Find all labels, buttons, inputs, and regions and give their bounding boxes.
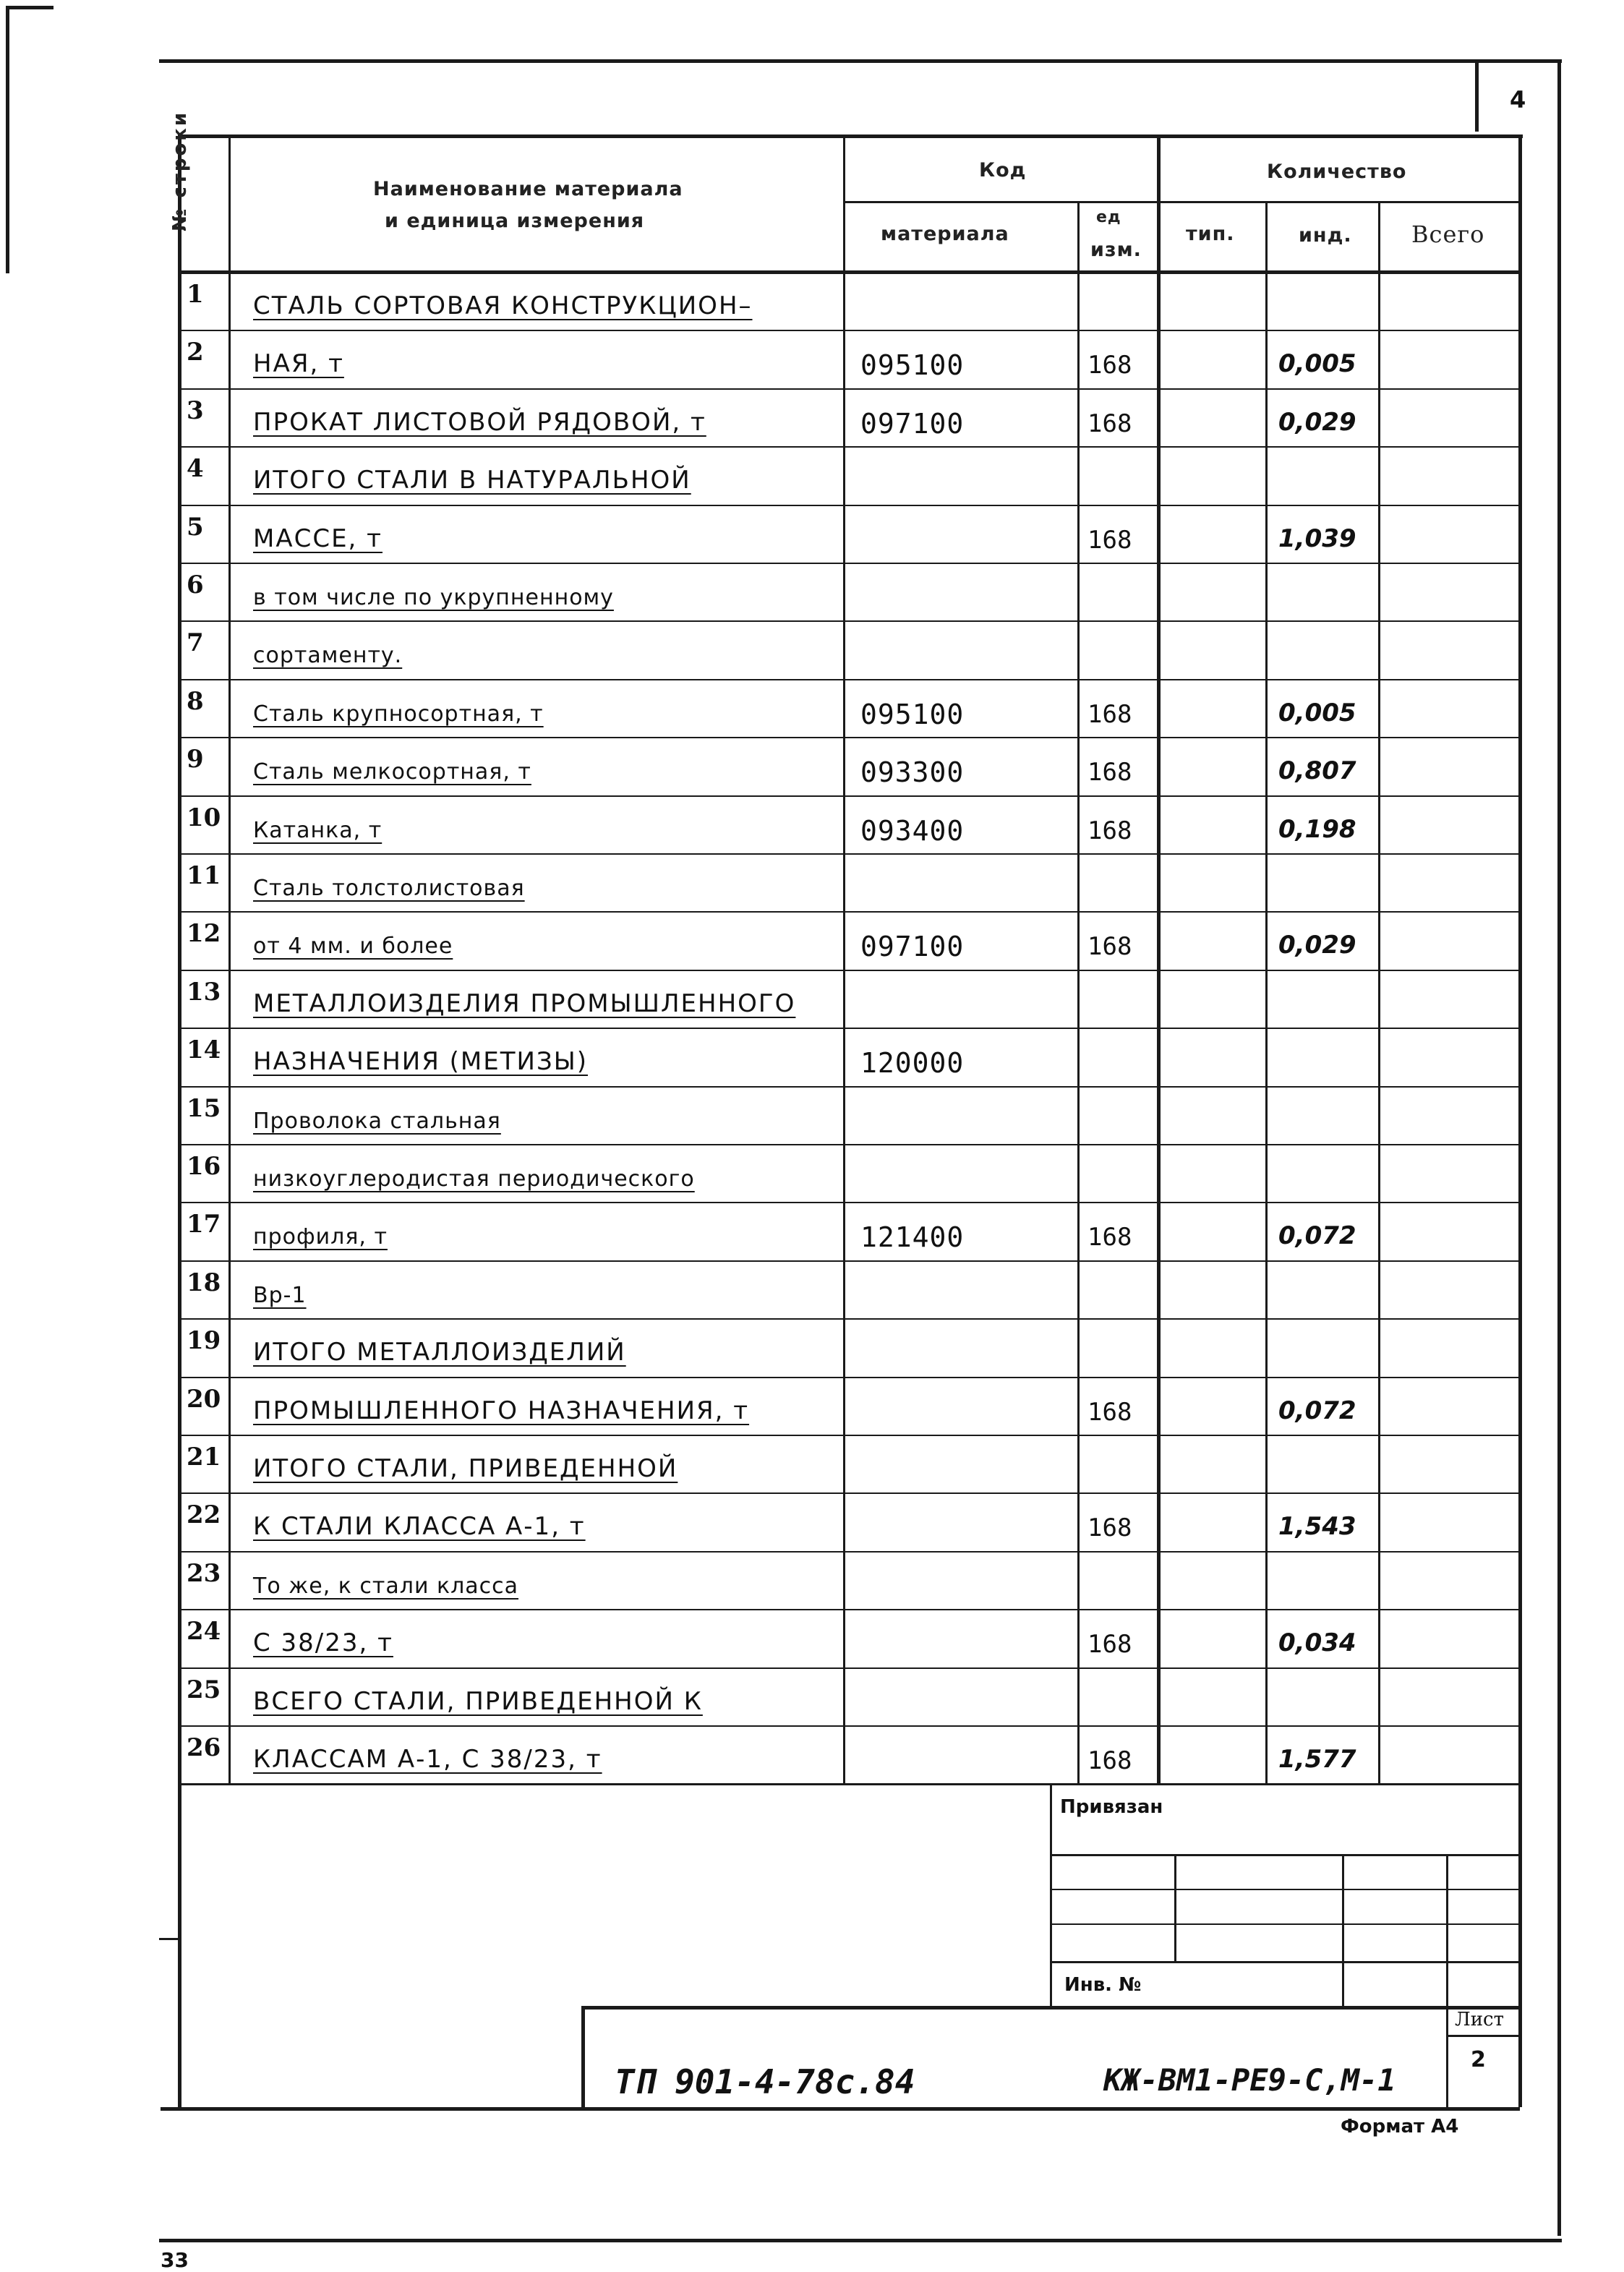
material-name: сортаменту. — [253, 643, 403, 669]
material-name: профиля, т — [253, 1224, 388, 1250]
material-name: Сталь толстолистовая — [253, 876, 525, 901]
material-name: НАЗНАЧЕНИЯ (МЕТИЗЫ) — [253, 1047, 589, 1077]
material-code: 097100 — [860, 407, 965, 440]
table-row — [0, 1725, 1624, 1783]
material-name: от 4 мм. и более — [253, 934, 453, 960]
table-row — [0, 1377, 1624, 1435]
row-number: 8 — [187, 686, 204, 716]
quantity-ind: 1,543 — [1278, 1512, 1356, 1542]
row-number: 7 — [187, 628, 204, 658]
header-code-unit-line2: изм. — [1090, 239, 1142, 261]
table-row — [0, 1492, 1624, 1550]
header-quantity: Количество — [1267, 161, 1407, 183]
table-row — [0, 1260, 1624, 1318]
quantity-ind: 0,029 — [1278, 931, 1356, 960]
table-row — [0, 1435, 1624, 1492]
header-code-material: материала — [881, 223, 1009, 245]
unit-code: 168 — [1087, 699, 1132, 729]
material-name: Проволока стальная — [253, 1108, 501, 1134]
material-name: СТАЛЬ СОРТОВАЯ КОНСТРУКЦИОН– — [253, 291, 753, 320]
header-code: Код — [979, 159, 1027, 181]
header-row-number: № строки — [169, 110, 191, 231]
table-row — [0, 679, 1624, 737]
row-number: 11 — [187, 861, 221, 890]
row-number: 17 — [187, 1210, 221, 1239]
material-name: ИТОГО СТАЛИ В НАТУРАЛЬНОЙ — [253, 466, 691, 495]
material-name: НАЯ, т — [253, 349, 344, 379]
row-number: 19 — [187, 1326, 221, 1356]
row-number: 15 — [187, 1093, 221, 1123]
table-row — [0, 272, 1624, 330]
material-name: в том числе по укрупненному — [253, 585, 614, 610]
table-row — [0, 1086, 1624, 1144]
material-code: 093400 — [860, 814, 965, 847]
material-name: ПРОМЫШЛЕННОГО НАЗНАЧЕНИЯ, т — [253, 1396, 750, 1425]
row-number: 13 — [187, 977, 221, 1007]
table-row — [0, 563, 1624, 620]
table-row — [0, 330, 1624, 388]
material-name: Катанка, т — [253, 817, 383, 843]
sheet-label: Лист — [1455, 2009, 1504, 2030]
material-name: То же, к стали класса — [253, 1573, 519, 1599]
row-number: 5 — [187, 512, 204, 542]
quantity-ind: 0,005 — [1278, 349, 1356, 379]
material-code: 093300 — [860, 756, 965, 789]
material-name: К СТАЛИ КЛАССА А-1, т — [253, 1512, 586, 1542]
header-code-unit-line1: ед — [1096, 208, 1121, 226]
unit-code: 168 — [1087, 932, 1132, 962]
unit-code: 168 — [1087, 816, 1132, 845]
table-row — [0, 388, 1624, 446]
table-row — [0, 620, 1624, 678]
quantity-ind: 0,029 — [1278, 407, 1356, 437]
row-number: 21 — [187, 1443, 221, 1472]
quantity-ind: 0,072 — [1278, 1396, 1356, 1425]
material-name: МАССЕ, т — [253, 524, 383, 553]
row-number: 4 — [187, 454, 204, 484]
quantity-ind: 0,198 — [1278, 814, 1356, 844]
unit-code: 168 — [1087, 1223, 1132, 1252]
header-material-name-line1: Наименование материала — [373, 178, 683, 200]
unit-code: 168 — [1087, 1513, 1132, 1543]
quantity-ind: 1,039 — [1278, 524, 1356, 553]
material-name: МЕТАЛЛОИЗДЕЛИЯ ПРОМЫШЛЕННОГО — [253, 988, 796, 1018]
unit-code: 168 — [1087, 351, 1132, 380]
row-number: 12 — [187, 919, 221, 949]
header-qty-typ: тип. — [1186, 223, 1235, 245]
row-number: 18 — [187, 1268, 221, 1297]
project-code: ТП 901-4-78с.84 — [615, 2062, 915, 2101]
row-number: 14 — [187, 1035, 221, 1065]
table-row — [0, 1667, 1624, 1725]
unit-code: 168 — [1087, 1630, 1132, 1660]
unit-code: 168 — [1087, 409, 1132, 438]
table-row — [0, 1609, 1624, 1667]
row-number: 9 — [187, 745, 204, 774]
row-number: 3 — [187, 396, 204, 425]
material-name: Сталь мелкосортная, т — [253, 759, 531, 785]
quantity-ind: 0,807 — [1278, 756, 1356, 786]
material-name: ИТОГО МЕТАЛЛОИЗДЕЛИЙ — [253, 1338, 626, 1367]
table-row — [0, 1144, 1624, 1202]
header-qty-total: Всего — [1411, 221, 1485, 248]
drawing-code: КЖ-ВМ1-РЕ9-С,М-1 — [1103, 2062, 1396, 2098]
row-number: 22 — [187, 1500, 221, 1530]
table-row — [0, 1318, 1624, 1376]
unit-code: 168 — [1087, 525, 1132, 555]
quantity-ind: 0,034 — [1278, 1628, 1356, 1658]
material-code: 121400 — [860, 1221, 965, 1254]
material-name: ИТОГО СТАЛИ, ПРИВЕДЕННОЙ — [253, 1454, 678, 1483]
inventory-number-label: Инв. № — [1064, 1974, 1142, 1996]
material-code: 095100 — [860, 349, 965, 382]
unit-code: 168 — [1087, 1397, 1132, 1427]
row-number: 16 — [187, 1152, 221, 1181]
material-name: ВСЕГО СТАЛИ, ПРИВЕДЕННОЙ К — [253, 1686, 703, 1716]
material-name: КЛАССАМ А-1, С 38/23, т — [253, 1745, 602, 1774]
table-row — [0, 970, 1624, 1028]
table-row — [0, 737, 1624, 795]
row-number: 20 — [187, 1384, 221, 1414]
unit-code: 168 — [1087, 758, 1132, 787]
table-row — [0, 1202, 1624, 1260]
row-number: 2 — [187, 338, 204, 367]
row-number: 24 — [187, 1617, 221, 1647]
material-name: низкоуглеродистая периодического — [253, 1166, 695, 1192]
material-name: С 38/23, т — [253, 1628, 393, 1658]
paper-format: Формат А4 — [1341, 2116, 1459, 2138]
row-number: 26 — [187, 1733, 221, 1762]
table-row — [0, 446, 1624, 504]
row-number: 1 — [187, 280, 204, 309]
table-row — [0, 1551, 1624, 1609]
quantity-ind: 1,577 — [1278, 1745, 1356, 1774]
material-code: 120000 — [860, 1047, 965, 1080]
material-name: Вр-1 — [253, 1282, 307, 1308]
material-name: ПРОКАТ ЛИСТОВОЙ РЯДОВОЙ, т — [253, 407, 706, 437]
page-bottom-number: 33 — [161, 2248, 189, 2272]
table-row — [0, 1028, 1624, 1085]
material-code: 095100 — [860, 698, 965, 730]
row-number: 25 — [187, 1675, 221, 1704]
table-row — [0, 505, 1624, 563]
row-number: 6 — [187, 571, 204, 599]
table-row — [0, 853, 1624, 911]
table-row — [0, 795, 1624, 853]
header-qty-ind: инд. — [1299, 224, 1352, 247]
privyazan-label: Привязан — [1060, 1796, 1163, 1818]
material-name: Сталь крупносортная, т — [253, 701, 544, 727]
page-number: 4 — [1510, 86, 1526, 114]
sheet-number: 2 — [1471, 2047, 1486, 2072]
quantity-ind: 0,072 — [1278, 1221, 1356, 1251]
row-number: 23 — [187, 1558, 221, 1588]
quantity-ind: 0,005 — [1278, 698, 1356, 727]
material-code: 097100 — [860, 931, 965, 963]
table-row — [0, 911, 1624, 969]
header-material-name-line2: и единица измерения — [385, 210, 645, 232]
row-number: 10 — [187, 803, 221, 832]
unit-code: 168 — [1087, 1746, 1132, 1775]
